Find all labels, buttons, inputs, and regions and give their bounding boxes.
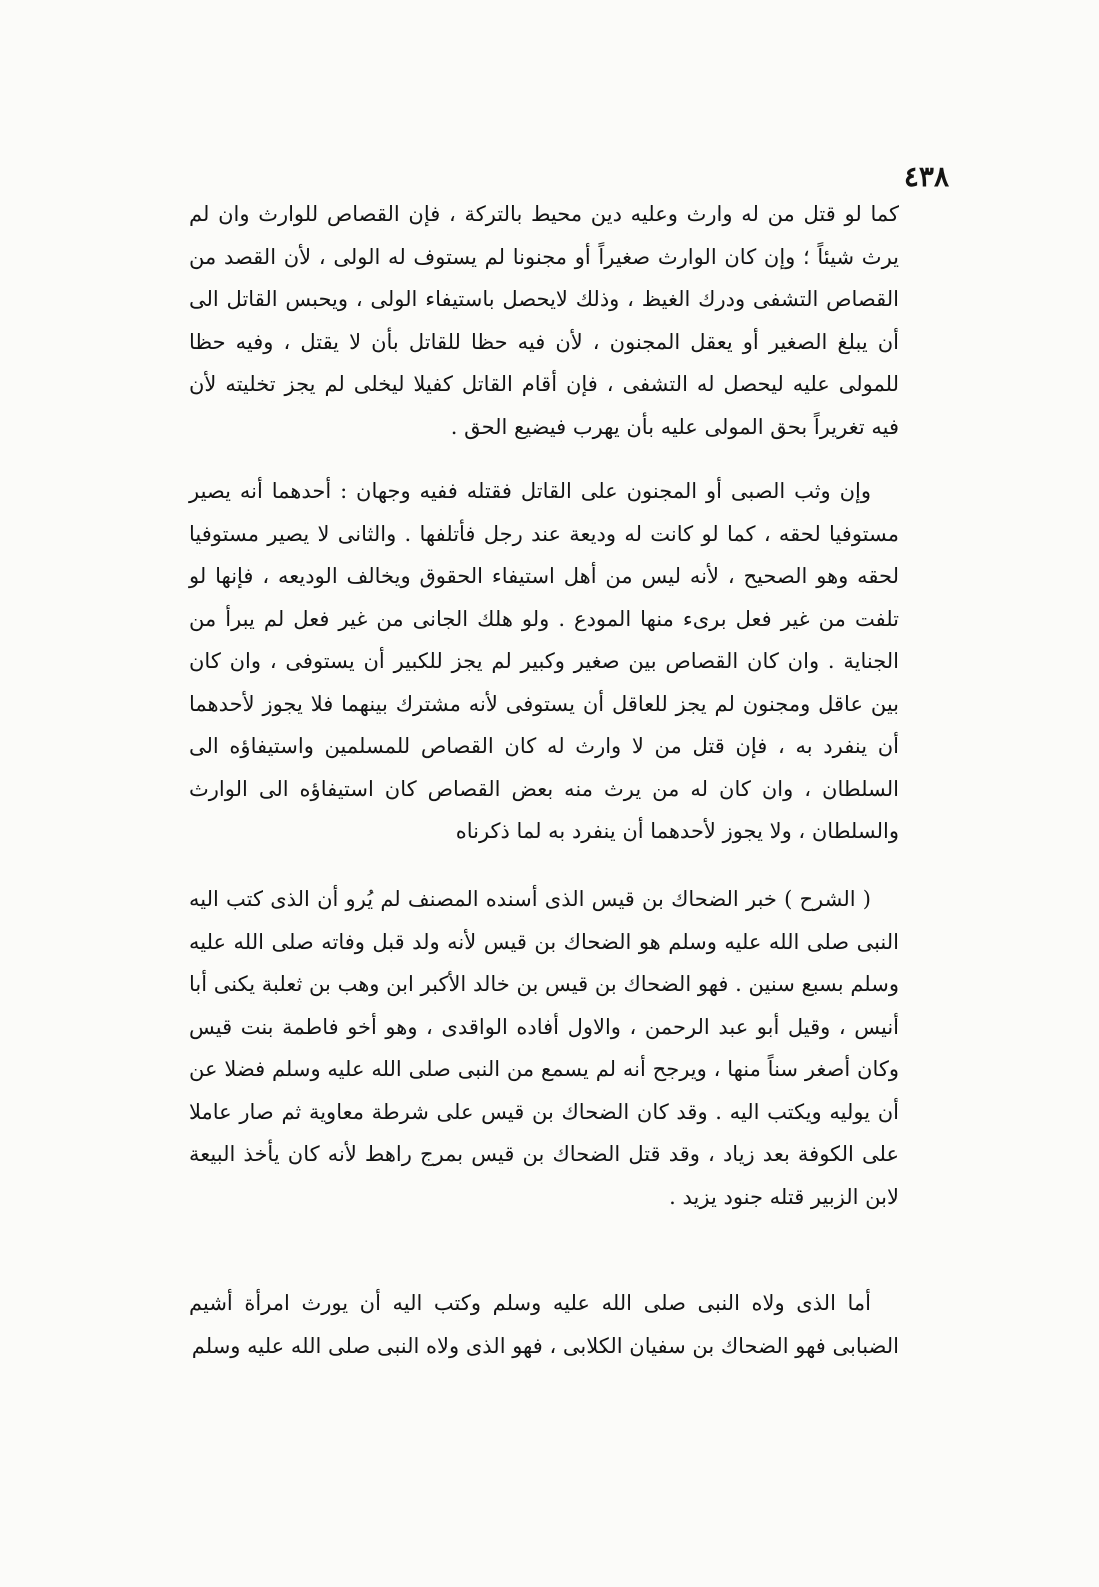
paragraph-commentary [189,878,899,1218]
paragraph-text: أما الذى ولاه النبى صلى الله عليه وسلم وكتب اليه أن يورث امرأة أشيم الضبابى فهو الضحاك بن سفيان الكلابى ، فهو الذى ولاه النبى صلى الله عليه وسلم [189,1291,899,1358]
page-number: ٤٣٨ [903,160,949,193]
paragraph-text: وإن وثب الصبى أو المجنون على القاتل فقتله ففيه وجهان : أحدهما أنه يصير مستوفيا لحقه ، كما لو كانت له وديعة عند رجل فأتلفها . والثانى لا يصير مستوفيا لحقه وهو الصحيح ، لأنه ليس من أهل استيفاء الحقوق ويخالف الوديعه ، فإنها لو تلفت من غير فعل برىء منها المودع . ولو هلك الجانى من غير فعل لم يبرأ من الجناية . وان كان القصاص بين صغير وكبير لم يجز للكبير أن يستوفى ، وان كان بين عاقل ومجنون لم يجز للعاقل أن يستوفى لأنه مشترك بينهما فلا يجوز لأحدهما أن ينفرد به ، فإن قتل من لا وارث له كان القصاص للمسلمين واستيفاؤه الى السلطان ، وان كان له من يرث منه بعض القصاص كان استيفاؤه الى الوارث والسلطان ، ولا يجوز لأحدهما أن ينفرد به لما ذكرناه [189,479,899,843]
paragraph-final [189,1282,899,1367]
paragraph-text: كما لو قتل من له وارث وعليه دين محيط بالتركة ، فإن القصاص للوارث وان لم يرث شيئاً ؛ وإن كان الوارث صغيراً أو مجنونا لم يستوف له الولى ، لأن القصد من القصاص التشفى ودرك الغيظ ، وذلك لايحصل باستيفاء الولى ، ويحبس القاتل الى أن يبلغ الصغير أو يعقل المجنون ، لأن فيه حظا للقاتل بأن لا يقتل ، وفيه حظا للمولى عليه ليحصل له التشفى ، فإن أقام القاتل كفيلا ليخلى لم يجز تخليته لأن فيه تغريراً بحق المولى عليه بأن يهرب فيضيع الحق . [189,202,899,439]
paragraph-boy-or-insane [189,470,899,853]
paragraph-text: ( الشرح ) خبر الضحاك بن قيس الذى أسنده المصنف لم يُرو أن الذى كتب اليه النبى صلى الله عليه وسلم هو الضحاك بن قيس لأنه ولد قبل وفاته صلى الله عليه وسلم بسبع سنين . فهو الضحاك بن قيس بن خالد الأكبر ابن وهب بن ثعلبة يكنى أبا أنيس ، وقيل أبو عبد الرحمن ، والاول أفاده الواقدى ، وهو أخو فاطمة بنت قيس وكان أصغر سناً منها ، ويرجح أنه لم يسمع من النبى صلى الله عليه وسلم فضلا عن أن يوليه ويكتب اليه . وقد كان الضحاك بن قيس على شرطة معاوية ثم صار عاملا على الكوفة بعد زياد ، وقد قتل الضحاك بن قيس بمرج راهط لأنه كان يأخذ البيعة لابن الزبير قتله جنود يزيد . [189,887,899,1209]
paragraph-continuation [189,193,899,448]
